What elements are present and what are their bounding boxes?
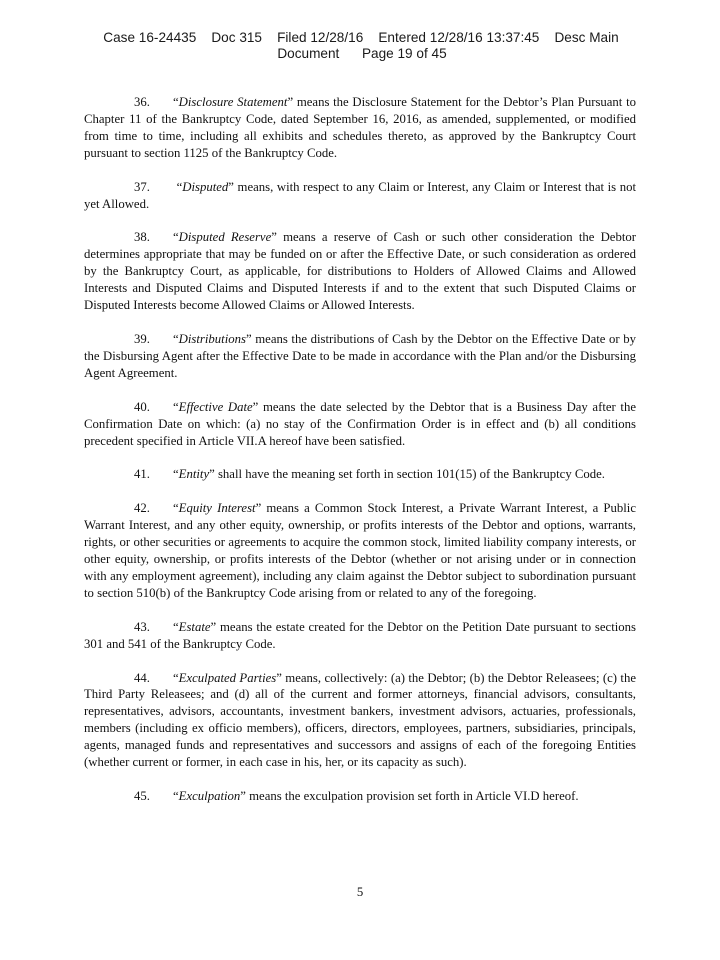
definition-text: ” means the distributions of Cash by the Debtor on the Effective Date or by the Disbursing Agent after the Effective Date to be made in accordance with the Plan and/or the Disbursing Agent Agreement. <box>84 331 636 380</box>
definition-text: ” means a reserve of Cash or such other consideration the Debtor determines appropriate that may be funded on or after the Effective Date, or such consideration as ordered by the Bankruptcy Court, as applicable, for distributions to Holders of Allowed Claims and Allowed Interests and Disputed Claims and Disputed Interests if and to the extent that such Disputed Claims or Disputed Interests become Allowed Claims or Allowed Interests. <box>84 230 636 313</box>
page-number: 5 <box>356 885 364 899</box>
definition-term: Disputed <box>182 179 229 194</box>
definition-text: ” means the exculpation provision set forth in Article VI.D hereof. <box>240 789 579 803</box>
definition-number: 36. <box>134 95 150 109</box>
case-header-line-1: Case 16-24435 Doc 315 Filed 12/28/16 Entered 12/28/16 13:37:45 Desc Main <box>103 30 619 45</box>
definition-text: ” means the Disclosure Statement for the Debtor’s Plan Pursuant to Chapter 11 of the Bankruptcy Code, dated September 16, 2016, as amended, supplemented, or modified from time to time, including all exhibits and schedules thereto, as approved by the Bankruptcy Court pursuant to section 1125 of the Bankruptcy Code. <box>84 95 636 160</box>
definition-open-quote: “ <box>173 399 179 414</box>
definition-paragraph <box>84 331 636 382</box>
definition-open-quote: “ <box>173 501 179 516</box>
definition-number: 44. <box>134 670 150 685</box>
definition-text: ” means, collectively: (a) the Debtor; (b) the Debtor Releasees; (c) the Third Party Releasees; and (d) all of the current and former attorneys, financial advisors, consultants, representatives, advisors, accountants, investment bankers, investment advisors, actuaries, professionals, members (including ex officio members), officers, directors, employees, partners, subsidiaries, principals, agents, managed funds and representatives and successors and assigns of each of the foregoing Entities (whether current or former, in each case in his, her, or its capacity as such). <box>84 670 636 770</box>
definition-number: 45. <box>134 789 150 803</box>
case-header-line-2: Document Page 19 of 45 <box>277 46 447 61</box>
definition-open-quote: “ <box>173 95 179 109</box>
definition-number: 40. <box>134 399 150 414</box>
definition-term: Estate <box>178 619 211 634</box>
definitions-list <box>84 94 636 822</box>
definition-number: 41. <box>134 467 150 482</box>
definition-open-quote: “ <box>173 230 179 245</box>
definition-paragraph <box>84 229 636 314</box>
definition-number: 37. <box>134 179 150 194</box>
definition-text: ” means the date selected by the Debtor that is a Business Day after the Confirmation Date on which: (a) no stay of the Confirmation Order is in effect and (b) all conditions precedent specified in Article VII.A hereof have been satisfied. <box>84 399 636 448</box>
definition-paragraph <box>84 94 636 162</box>
definition-paragraph <box>84 179 636 213</box>
definition-paragraph <box>84 466 636 483</box>
definition-text: ” shall have the meaning set forth in section 101(15) of the Bankruptcy Code. <box>209 467 605 482</box>
definition-term: Entity <box>178 467 210 482</box>
definition-term: Exculpation <box>178 789 241 803</box>
definition-number: 43. <box>134 619 150 634</box>
definition-term: Effective Date <box>178 399 253 414</box>
definition-text: ” means, with respect to any Claim or Interest, any Claim or Interest that is not yet Allowed. <box>84 179 637 211</box>
definition-open-quote: “ <box>173 331 179 346</box>
definition-open-quote: “ <box>173 670 179 685</box>
definition-term: Distributions <box>178 331 246 346</box>
definition-number: 39. <box>134 331 150 346</box>
definition-term: Disputed Reserve <box>178 230 272 245</box>
definition-term: Exculpated Parties <box>178 670 277 685</box>
definition-open-quote: “ <box>173 789 179 803</box>
definition-number: 38. <box>134 230 150 245</box>
definition-paragraph <box>84 788 636 805</box>
definition-paragraph <box>84 399 636 450</box>
definition-open-quote: “ <box>173 179 183 194</box>
definition-paragraph <box>84 670 636 771</box>
definition-paragraph <box>84 619 636 653</box>
case-header <box>0 30 720 62</box>
definition-number: 42. <box>134 501 150 516</box>
definition-term: Disclosure Statement <box>178 95 288 109</box>
definition-open-quote: “ <box>173 467 179 482</box>
definition-open-quote: “ <box>173 619 179 634</box>
definition-term: Equity Interest <box>178 501 256 516</box>
definition-text: ” means a Common Stock Interest, a Private Warrant Interest, a Public Warrant Interest, and any other equity, ownership, or profits interests of the Debtor and options, warrants, rights, or other securities or agreements to acquire the common stock, limited liability company interests, or other equity, ownership, or profits interests of the Debtor (whether or not arising under or in connection with any employment agreement), including any claim against the Debtor subject to subordination pursuant to section 510(b) of the Bankruptcy Code arising from or related to any of the foregoing. <box>84 501 636 600</box>
definition-paragraph <box>84 500 636 601</box>
definition-text: ” means the estate created for the Debtor on the Petition Date pursuant to sections 301 and 541 of the Bankruptcy Code. <box>84 619 636 651</box>
